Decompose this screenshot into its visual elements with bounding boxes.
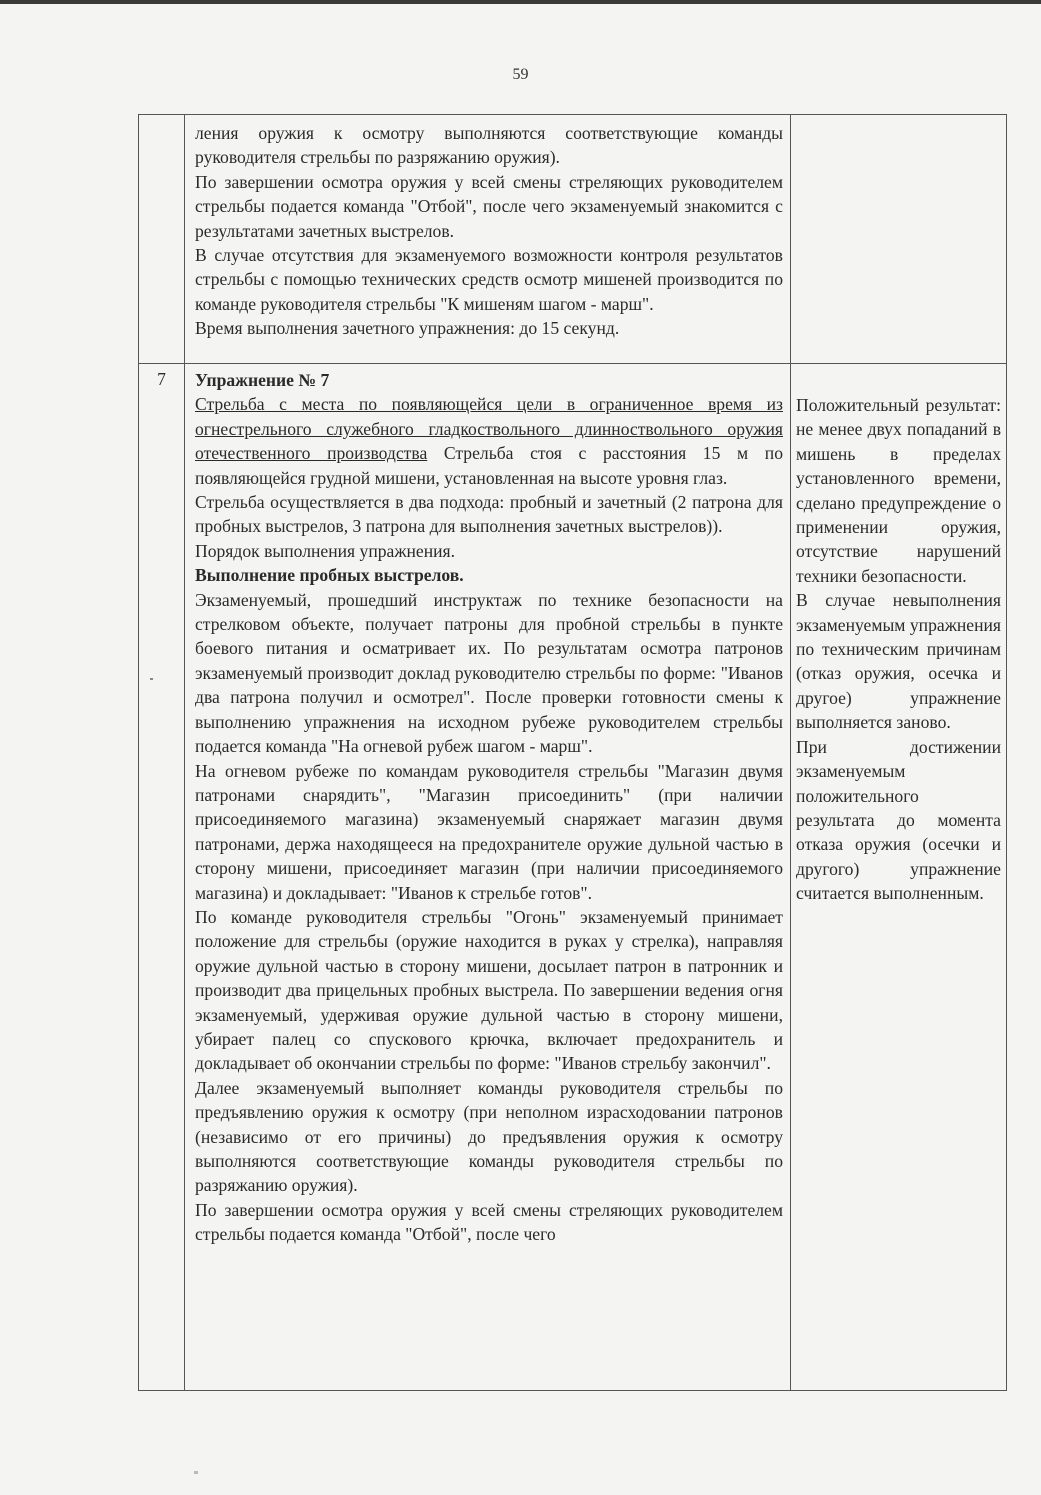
exercise-table	[138, 114, 1007, 1391]
exercise-title-continuation: Стрельба стоя с расстояния 15 м по появляющейся грудной мишени, установленная на высоте уровня глаз.	[195, 443, 783, 488]
criteria-paragraph: В случае невыполнения экзаменуемым упражнения по техническим причинам (отказ оружия, осечка и другое) упражнение выполняется заново.	[796, 590, 1001, 733]
paragraph: Порядок выполнения упражнения.	[195, 540, 456, 561]
exercise-heading: Упражнение № 7	[195, 370, 330, 390]
paragraph: Экзаменуемый, прошедший инструктаж по технике безопасности на стрелковом объекте, получает патроны для пробной стрельбы в пункте боевого питания и осматривает их. По результатам осмотра патронов экзаменуемый производит доклад руководителю стрельбы по форме: "Иванов два патрона получил и осмотрел". После проверки готовности смены к выполнению упражнения на исходном рубеже руководителем стрельбы подается команда "На огневой рубеж шагом - марш".	[195, 589, 783, 757]
paragraph: По команде руководителя стрельбы "Огонь" экзаменуемый принимает положение для стрельбы (оружие находится в руках у стрелка), направляя оружие дульной частью в сторону мишени, досылает патрон в патронник и производит два прицельных пробных выстрела. По завершении ведения огня экзаменуемый, удерживая оружие дульной частью в сторону мишени, убирает палец со спускового крючка, включает предохранитель и докладывает об окончании стрельбы по форме: "Иванов стрельбу закончил".	[195, 906, 783, 1074]
criteria-paragraph: Положительный результат: не менее двух попаданий в мишень в пределах установленного времени, сделано предупреждение о применении оружия, отсутствие нарушений техники безопасности.	[796, 395, 1001, 586]
row-divider	[139, 363, 1006, 364]
page-number: 59	[512, 66, 529, 83]
paragraph: По завершении осмотра оружия у всей смены стреляющих руководителем стрельбы подается команда "Отбой", после чего экзаменуемый знакомится с результатами зачетных выстрелов.	[195, 171, 783, 241]
column-divider-criteria	[790, 115, 791, 1390]
scan-speck	[194, 1471, 198, 1474]
row1-description-cell	[195, 121, 783, 341]
column-divider-number	[184, 115, 185, 1390]
exercise-title-paragraph	[195, 392, 783, 490]
row2-description-cell	[195, 368, 783, 1247]
paragraph: По завершении осмотра оружия у всей смены стреляющих руководителем стрельбы подается команда "Отбой", после чего	[195, 1199, 783, 1245]
scan-top-edge	[0, 0, 1041, 4]
paragraph: В случае отсутствия для экзаменуемого возможности контроля результатов стрельбы с помощью технических средств осмотр мишеней производится по команде руководителя стрельбы "К мишеням шагом - марш".	[195, 245, 783, 314]
paragraph: Время выполнения зачетного упражнения: до 15 секунд.	[195, 318, 620, 339]
row2-criteria-cell	[796, 393, 1001, 906]
criteria-paragraph: При достижении экзаменуемым положительного результата до момента отказа оружия (осечки и другого) упражнение считается выполненным.	[796, 736, 1001, 904]
exercise-number: 7	[157, 369, 166, 389]
scan-speck	[150, 678, 153, 680]
paragraph: На огневом рубеже по командам руководителя стрельбы "Магазин двумя патронами снарядить", "Магазин присоединить" (при наличии присоединяемого магазина) экзаменуемый снаряжает магазин двумя патронами, держа находящееся на предохранителе оружие дульной частью в сторону мишени, присоединяет магазин (при наличии присоединяемого магазина) и докладывает: "Иванов к стрельбе готов".	[195, 760, 783, 903]
paragraph: Далее экзаменуемый выполняет команды руководителя стрельбы по предъявлению оружия к осмотру (при неполном израсходовании патронов (независимо от его причины) до предъявления оружия к осмотру выполняются соответствующие команды руководителя стрельбы по разряжанию оружия).	[195, 1077, 783, 1196]
paragraph: Стрельба осуществляется в два подхода: пробный и зачетный (2 патрона для пробных выстрелов, 3 патрона для выполнения зачетных выстрелов)).	[195, 492, 783, 537]
paragraph: ления оружия к осмотру выполняются соответствующие команды руководителя стрельбы по разряжанию оружия).	[195, 123, 783, 168]
subheading: Выполнение пробных выстрелов.	[195, 565, 464, 586]
exercise-title-underlined: Стрельба с места по появляющейся цели в ограниченное время из огнестрельного служебного гладкоствольного длинноствольного оружия отечественного производства	[195, 394, 783, 464]
